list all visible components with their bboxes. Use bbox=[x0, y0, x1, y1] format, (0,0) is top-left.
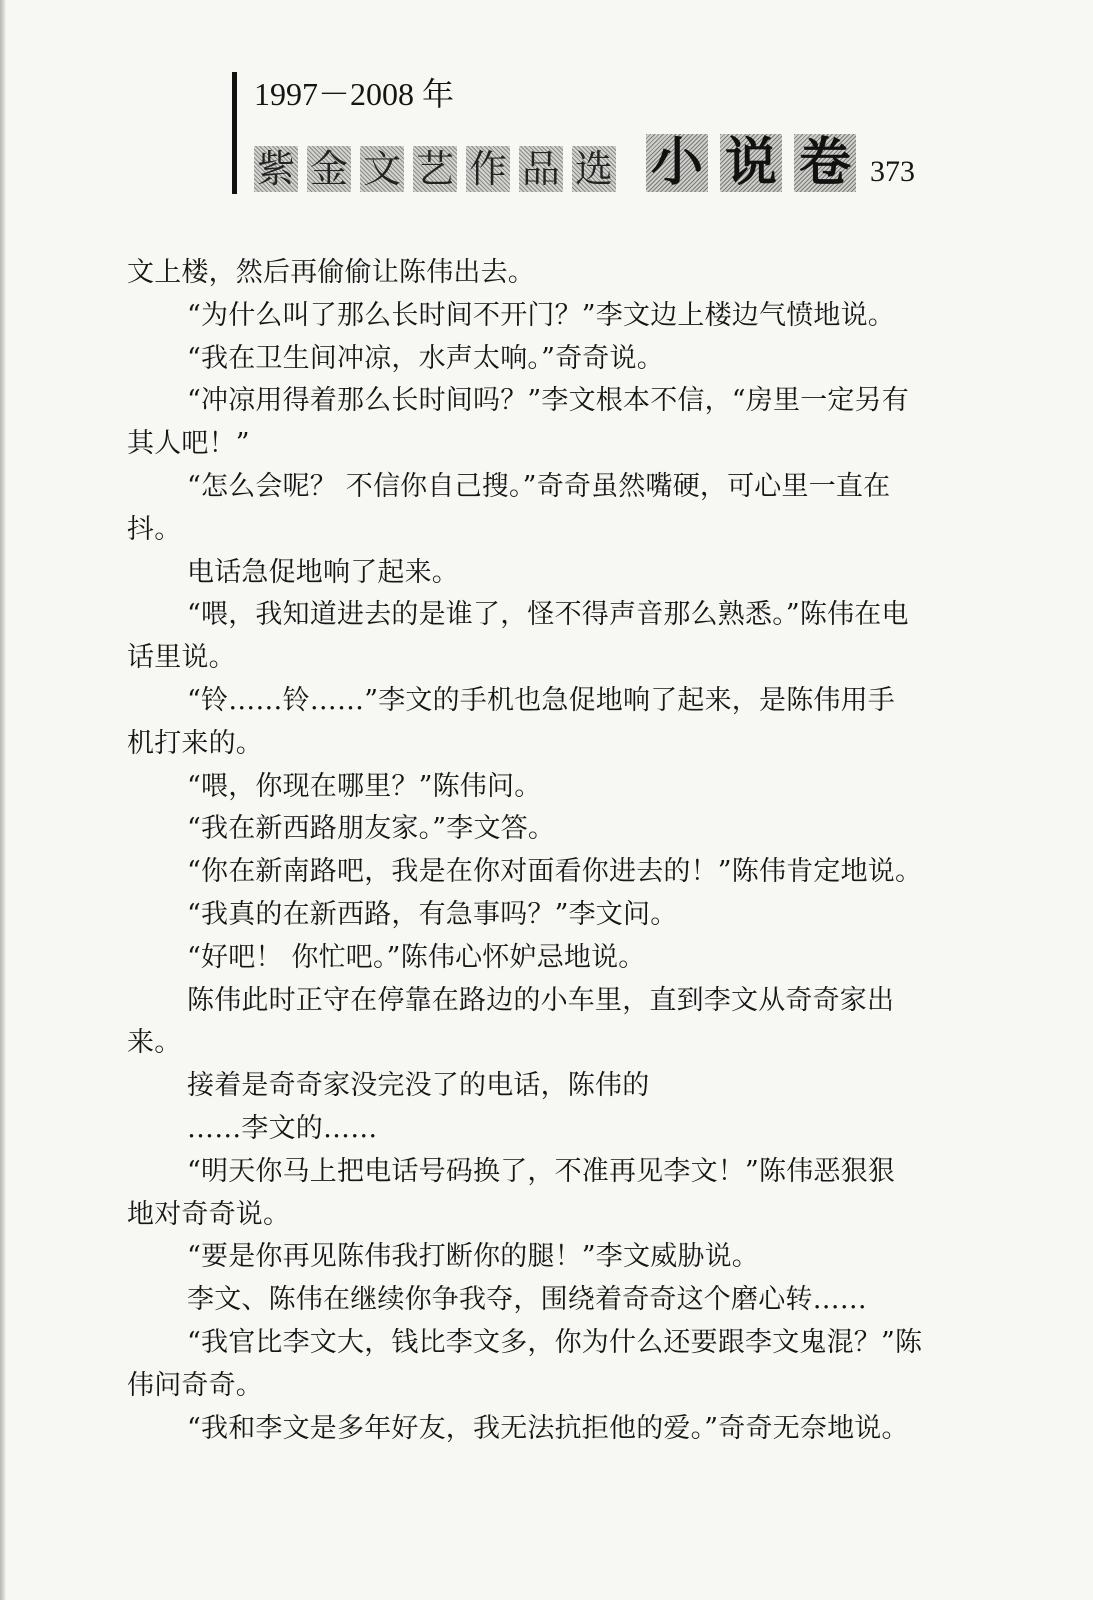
text-line: 其人吧！” bbox=[127, 428, 250, 460]
volume-title bbox=[646, 134, 856, 192]
text-line: 伟问奇奇。 bbox=[127, 1369, 263, 1401]
text-line: “为什么叫了那么长时间不开门？”李文边上楼边气愤地说。 bbox=[187, 299, 896, 331]
text-line: “我在新西路朋友家。”李文答。 bbox=[187, 813, 556, 845]
text-line: “好吧！ 你忙吧。”陈伟心怀妒忌地说。 bbox=[187, 941, 646, 973]
text-line: “要是你再见陈伟我打断你的腿！”李文威胁说。 bbox=[187, 1241, 760, 1273]
text-line: 接着是奇奇家没完没了的电话，陈伟的 bbox=[187, 1070, 650, 1102]
page-number: 373 bbox=[870, 155, 915, 188]
series-title-char: 文 bbox=[360, 146, 404, 192]
series-title-char: 金 bbox=[307, 146, 351, 192]
text-line: “我真的在新西路，有急事吗？”李文问。 bbox=[187, 898, 678, 930]
text-line: “我在卫生间冲凉，水声太响。”奇奇说。 bbox=[187, 342, 664, 374]
text-line: “铃……铃……”李文的手机也急促地响了起来，是陈伟用手 bbox=[187, 684, 896, 716]
text-line: ……李文的…… bbox=[187, 1112, 378, 1144]
header-years: 1997－2008 年 bbox=[254, 76, 455, 112]
running-header bbox=[232, 72, 952, 197]
text-line: “我官比李文大，钱比李文多，你为什么还要跟李文鬼混？”陈 bbox=[187, 1326, 923, 1358]
volume-title-char: 卷 bbox=[794, 134, 856, 192]
volume-title-char: 说 bbox=[720, 134, 782, 192]
body-text bbox=[127, 252, 945, 1450]
text-line: 陈伟此时正守在停靠在路边的小车里，直到李文从奇奇家出 bbox=[187, 984, 895, 1016]
text-line: 电话急促地响了起来。 bbox=[187, 556, 459, 588]
text-line: 机打来的。 bbox=[127, 727, 263, 759]
header-title-row bbox=[254, 132, 954, 192]
volume-title-char: 小 bbox=[646, 134, 708, 192]
series-title-char: 紫 bbox=[254, 146, 298, 192]
series-title-char: 作 bbox=[466, 146, 510, 192]
text-line: 抖。 bbox=[127, 513, 182, 545]
page-edge-shadow bbox=[0, 0, 6, 1600]
text-line: 来。 bbox=[127, 1027, 182, 1059]
text-line: “怎么会呢？ 不信你自己搜。”奇奇虽然嘴硬，可心里一直在 bbox=[187, 470, 891, 502]
series-title-char: 艺 bbox=[413, 146, 457, 192]
text-line: 地对奇奇说。 bbox=[127, 1198, 291, 1230]
text-line: “明天你马上把电话号码换了，不准再见李文！”陈伟恶狠狠 bbox=[187, 1155, 896, 1187]
text-line: “我和李文是多年好友，我无法抗拒他的爱。”奇奇无奈地说。 bbox=[187, 1412, 909, 1444]
series-title-char: 选 bbox=[572, 146, 616, 192]
header-vertical-rule bbox=[232, 72, 237, 194]
series-title bbox=[254, 146, 616, 192]
text-line: “喂，我知道进去的是谁了，怪不得声音那么熟悉。”陈伟在电 bbox=[187, 599, 909, 631]
text-line: 李文、陈伟在继续你争我夺，围绕着奇奇这个磨心转…… bbox=[187, 1284, 867, 1316]
text-line: 话里说。 bbox=[127, 642, 236, 674]
series-title-char: 品 bbox=[519, 146, 563, 192]
text-line: 文上楼，然后再偷偷让陈伟出去。 bbox=[127, 257, 535, 288]
text-line: “你在新南路吧，我是在你对面看你进去的！”陈伟肯定地说。 bbox=[187, 856, 923, 888]
text-line: “喂，你现在哪里？”陈伟问。 bbox=[187, 770, 542, 802]
text-line: “冲凉用得着那么长时间吗？”李文根本不信，“房里一定另有 bbox=[187, 385, 910, 417]
